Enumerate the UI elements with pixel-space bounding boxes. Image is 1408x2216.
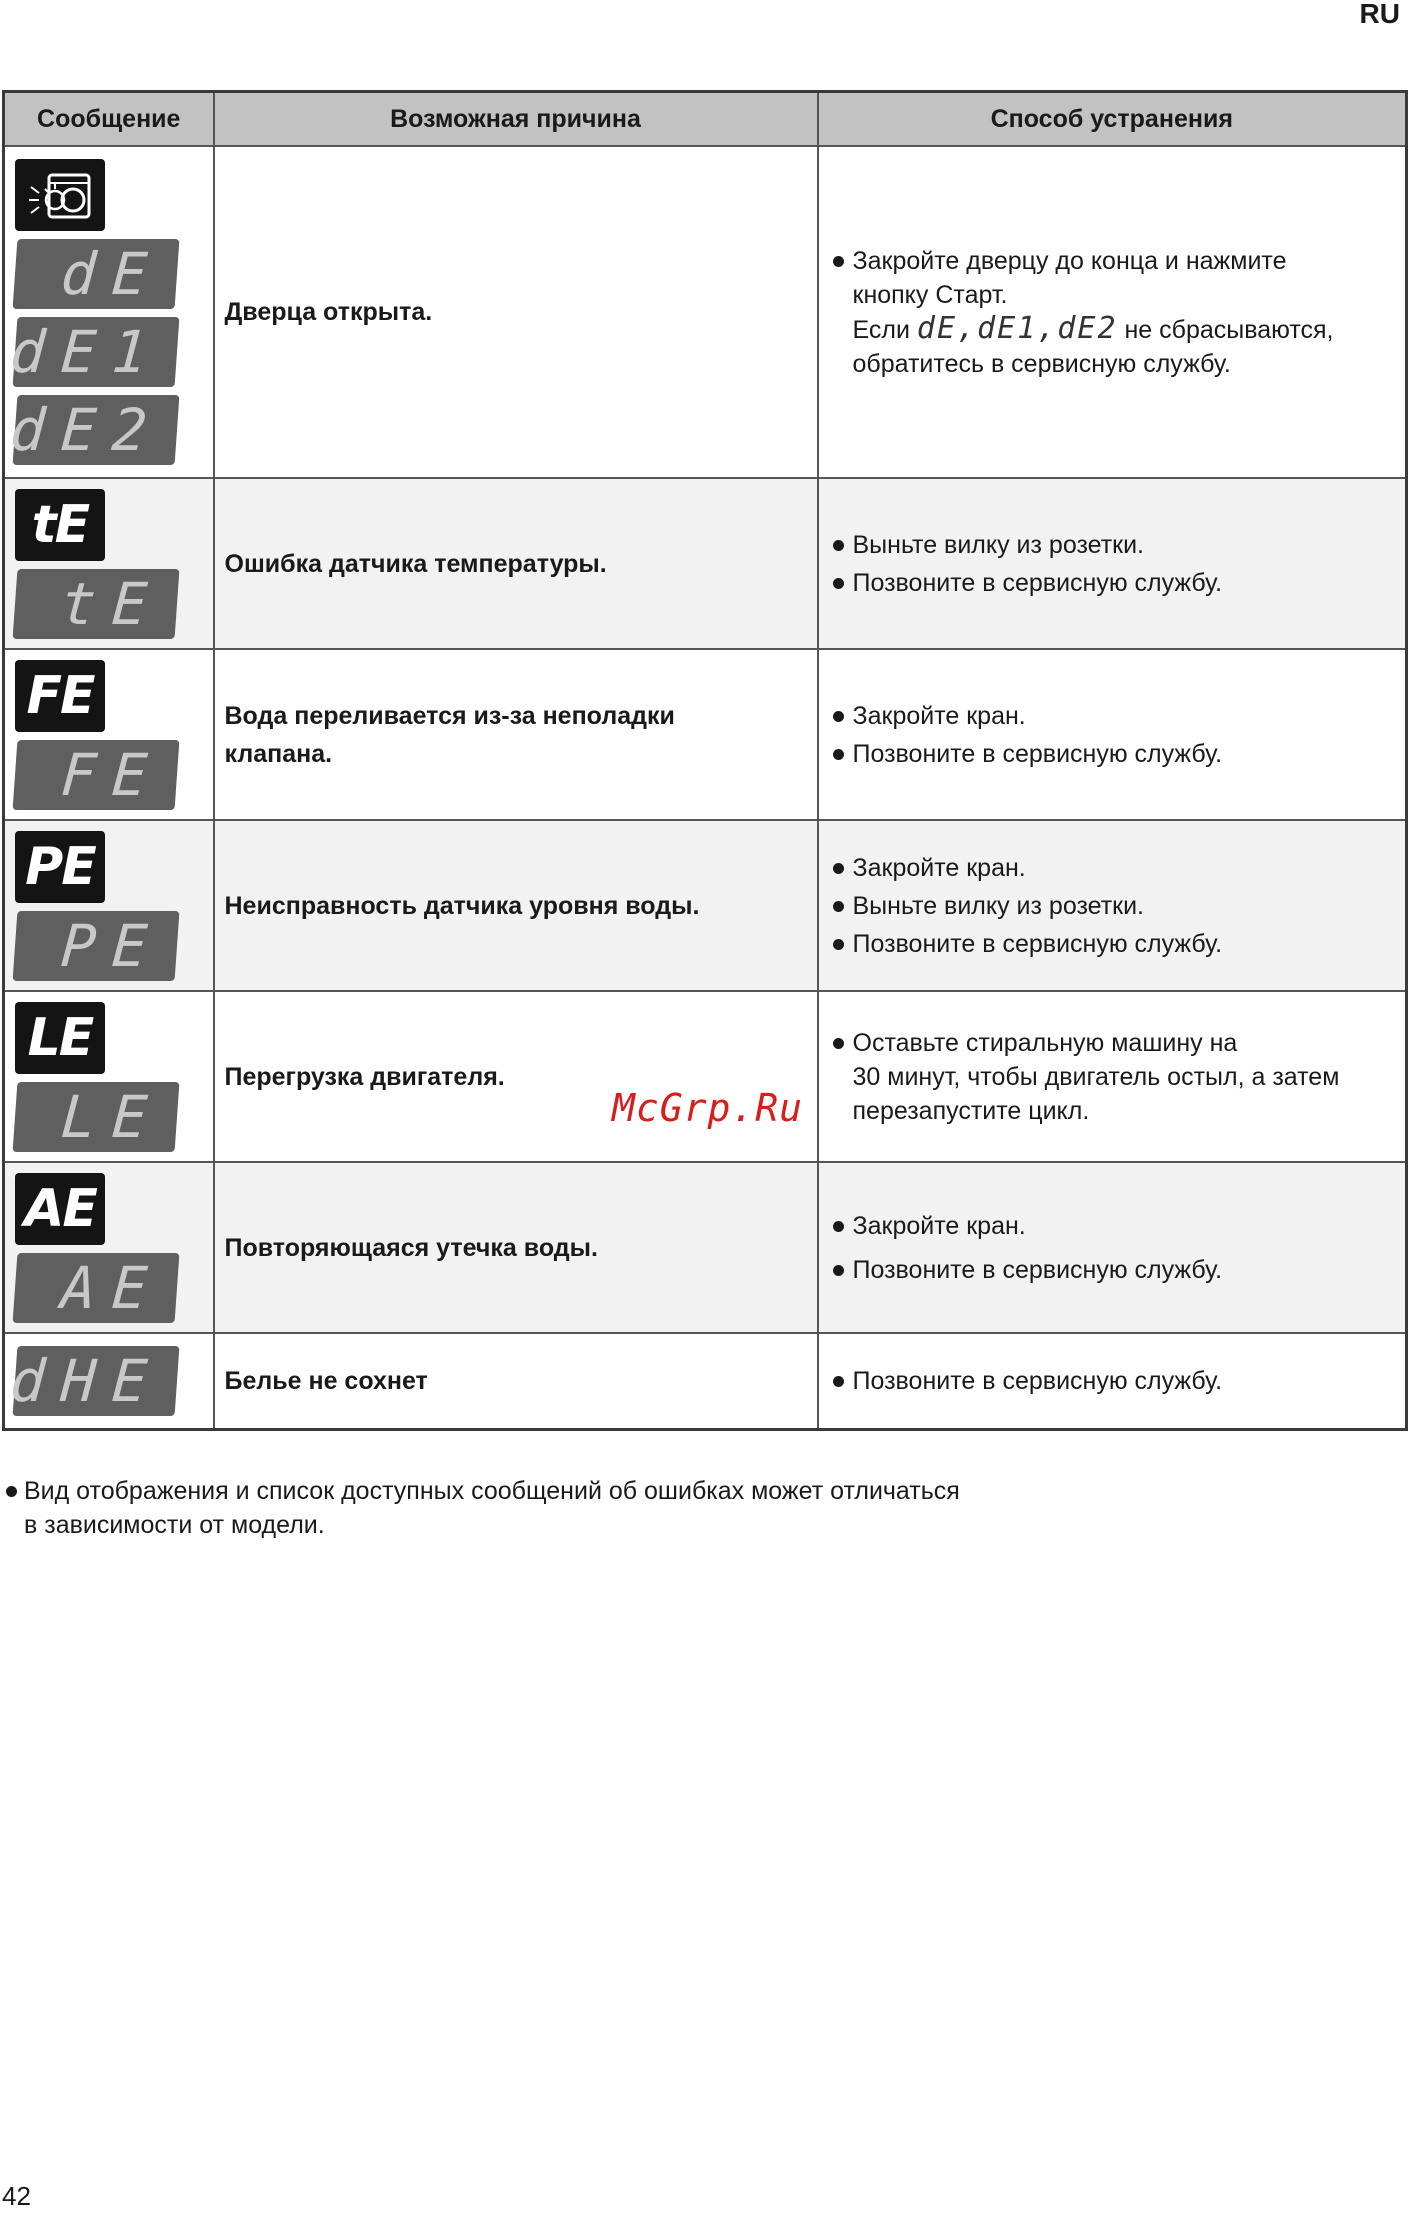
remedy-item: Позвоните в сервисную службу.: [831, 737, 1396, 771]
remedy-item: Позвоните в сервисную службу.: [831, 1253, 1396, 1287]
remedy-cell: [818, 1333, 1407, 1429]
footnote: Вид отображения и список доступных сообщений об ошибках может отличаться в зависимости от модели.: [4, 1474, 960, 1542]
page-number: 42: [2, 2181, 31, 2211]
message-cell: [4, 820, 214, 991]
remedy-cell: [818, 478, 1407, 649]
table-row-le: [4, 991, 1407, 1162]
remedy-item: Оставьте стиральную машину на 30 минут, чтобы двигатель остыл, а затем перезапустите цикл.: [831, 1026, 1396, 1128]
table-header-row: [4, 92, 1407, 147]
message-cell: [4, 991, 214, 1162]
inline-display-codes: dE,dE1,dE2: [916, 310, 1118, 346]
display-code: dE2: [13, 395, 180, 465]
cause-cell: Белье не сохнет: [214, 1333, 818, 1429]
cause-cell: Ошибка датчика температуры.: [214, 478, 818, 649]
remedy-item: Закройте дверцу до конца и нажмите кнопку Старт. Если dE,dE1,dE2 не сбрасываются, обратитесь в сервисную службу.: [831, 244, 1396, 381]
table-row-ae: [4, 1162, 1407, 1333]
display-code: PE: [13, 911, 180, 981]
language-label: RU: [1359, 0, 1400, 29]
table-row-dhe: [4, 1333, 1407, 1429]
table-row-fe: [4, 649, 1407, 820]
cause-cell: Вода переливается из-за неполадки клапана.: [214, 649, 818, 820]
display-code: dHE: [13, 1346, 180, 1416]
table-row-pe: [4, 820, 1407, 991]
remedy-item: Закройте кран.: [831, 1209, 1396, 1243]
column-header-message: Сообщение: [4, 92, 214, 147]
remedy-item: Позвоните в сервисную службу.: [831, 927, 1396, 961]
display-code: dE1: [13, 317, 180, 387]
column-header-cause: Возможная причина: [214, 92, 818, 147]
column-header-remedy: Способ устранения: [818, 92, 1407, 147]
display-code: FE: [13, 740, 180, 810]
table-row-te: [4, 478, 1407, 649]
display-code: dE: [13, 239, 180, 309]
remedy-cell: [818, 991, 1407, 1162]
remedy-item: Закройте кран.: [831, 699, 1396, 733]
bold-code-label: AE: [15, 1173, 105, 1245]
message-cell: [4, 146, 214, 478]
watermark-text: McGrp.Ru: [612, 1086, 804, 1130]
remedy-item: Позвоните в сервисную службу.: [831, 1364, 1396, 1398]
message-cell: [4, 1162, 214, 1333]
cause-cell: Дверца открыта.: [214, 146, 818, 478]
message-cell: [4, 649, 214, 820]
cause-cell: Повторяющаяся утечка воды.: [214, 1162, 818, 1333]
remedy-cell: [818, 649, 1407, 820]
display-code: AE: [13, 1253, 180, 1323]
remedy-item: Выньте вилку из розетки.: [831, 889, 1396, 923]
message-cell: [4, 1333, 214, 1429]
remedy-cell: [818, 820, 1407, 991]
door-open-icon: [15, 159, 105, 231]
remedy-cell: [818, 1162, 1407, 1333]
remedy-item: Выньте вилку из розетки.: [831, 528, 1396, 562]
bold-code-label: LE: [15, 1002, 105, 1074]
bold-code-label: tE: [15, 489, 105, 561]
bold-code-label: PE: [15, 831, 105, 903]
display-code: tE: [13, 569, 180, 639]
remedy-item: Позвоните в сервисную службу.: [831, 566, 1396, 600]
display-code: LE: [13, 1082, 180, 1152]
cause-cell: Неисправность датчика уровня воды.: [214, 820, 818, 991]
bold-code-label: FE: [15, 660, 105, 732]
remedy-cell: [818, 146, 1407, 478]
table-row-door: [4, 146, 1407, 478]
remedy-item: Закройте кран.: [831, 851, 1396, 885]
error-codes-table: [2, 90, 1408, 1431]
message-cell: [4, 478, 214, 649]
cause-cell: Перегрузка двигателя.: [214, 991, 818, 1162]
